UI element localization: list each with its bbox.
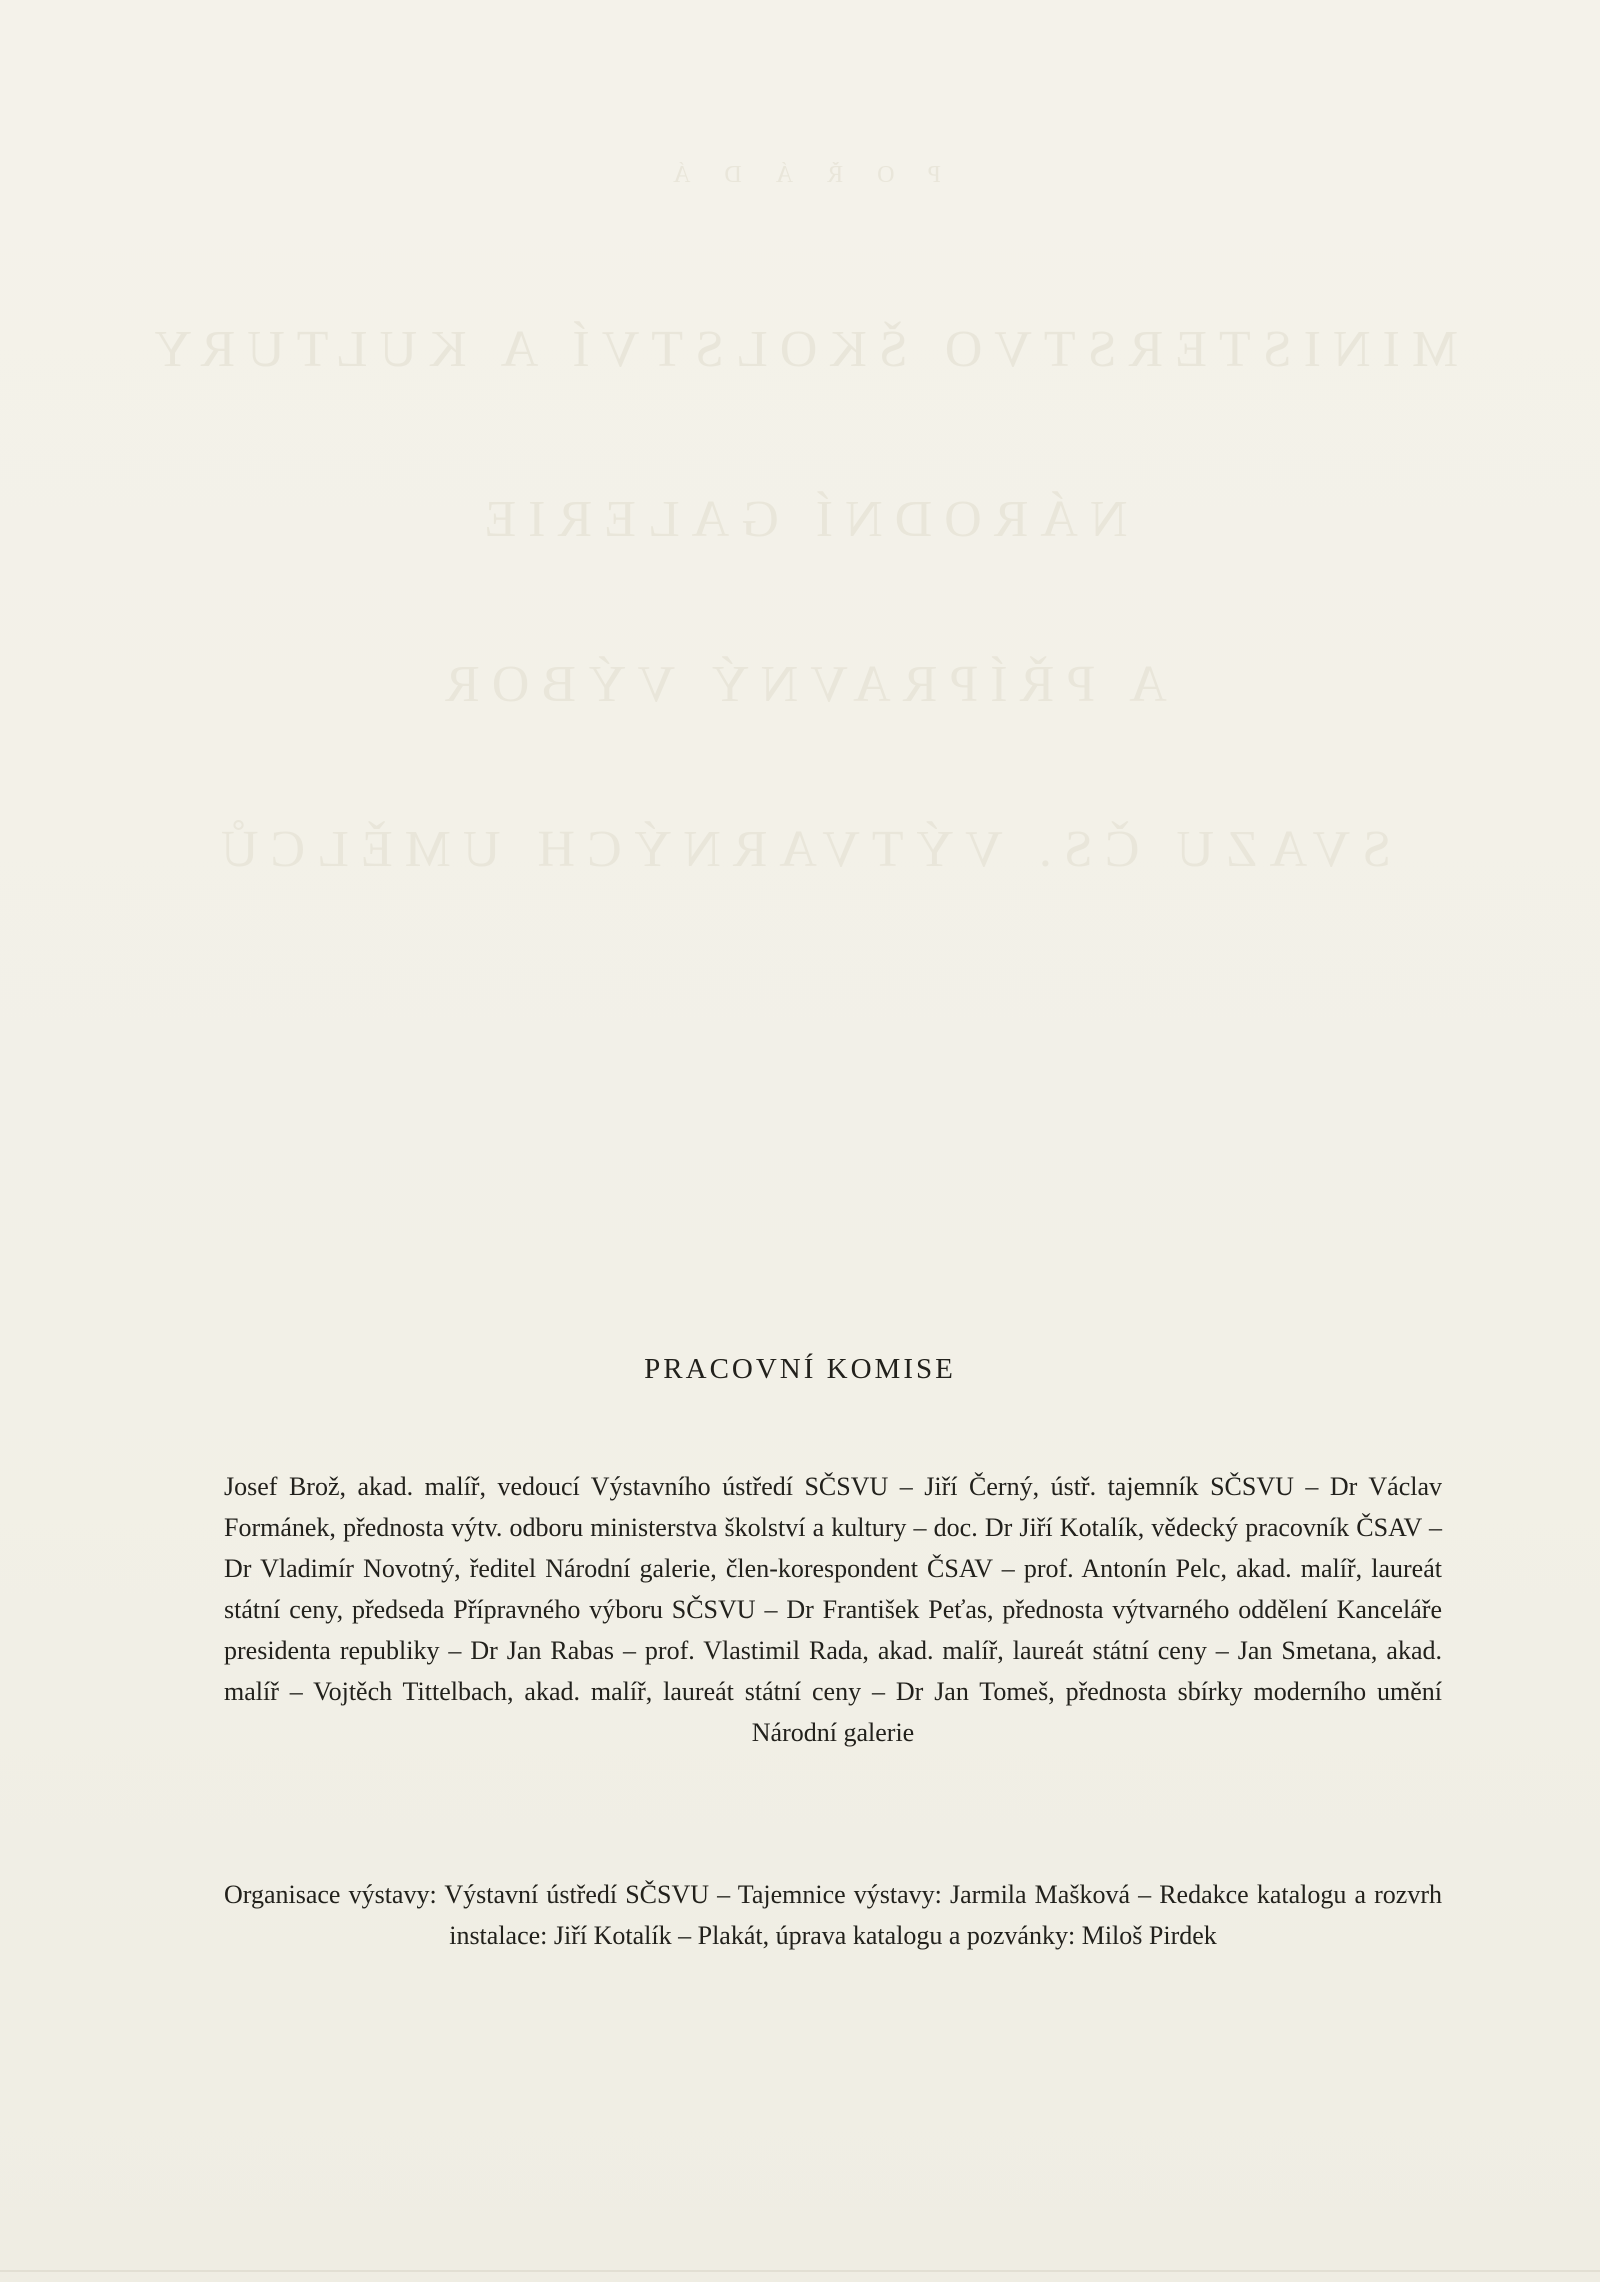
show-through-line: SVAZU ČS. VÝTVARNÝCH UMĚLCŮ — [208, 821, 1392, 878]
show-through-line: NÁRODNÍ GALERIE — [472, 491, 1128, 548]
committee-members-paragraph: Josef Brož, akad. malíř, vedoucí Výstavního ústředí SČSVU – Jiří Černý, ústř. tajemník SČSVU – Dr Václav Formánek, přednosta výtv. odboru ministerstva školství a kultury – doc. Dr Jiří Kotalík, vědecký pracovník ČSAV – Dr Vladimír Novotný, ředitel Národní galerie, člen-korespondent ČSAV – prof. Antonín Pelc, akad. malíř, laureát státní ceny, předseda Přípravného výboru SČSVU – Dr František Peťas, přednosta výtvarného oddělení Kanceláře presidenta republiky – Dr Jan Rabas – prof. Vlastimil Rada, akad. malíř, laureát státní ceny – Jan Smetana, akad. malíř – Vojtěch Tittelbach, akad. malíř, laureát státní ceny – Dr Jan Tomeš, přednosta sbírky moderního umění Národní galerie — [224, 1472, 1442, 1747]
show-through-line: A PŘÍPRAVNÝ VÝBOR — [433, 656, 1167, 713]
section-heading: PRACOVNÍ KOMISE — [644, 1353, 956, 1385]
exhibition-organisation-paragraph: Organisace výstavy: Výstavní ústředí SČSVU – Tajemnice výstavy: Jarmila Mašková – Redakce katalogu a rozvrh instalace: Jiří Kotalík – Plakát, úprava katalogu a pozvánky: Miloš Pirdek — [224, 1880, 1442, 1950]
show-through-line: P O Ř Á D Á — [659, 162, 941, 188]
show-through-line: MINISTERSTVO ŠKOLSTVÍ A KULTURY — [141, 321, 1459, 378]
page-edge-line — [0, 2270, 1600, 2272]
